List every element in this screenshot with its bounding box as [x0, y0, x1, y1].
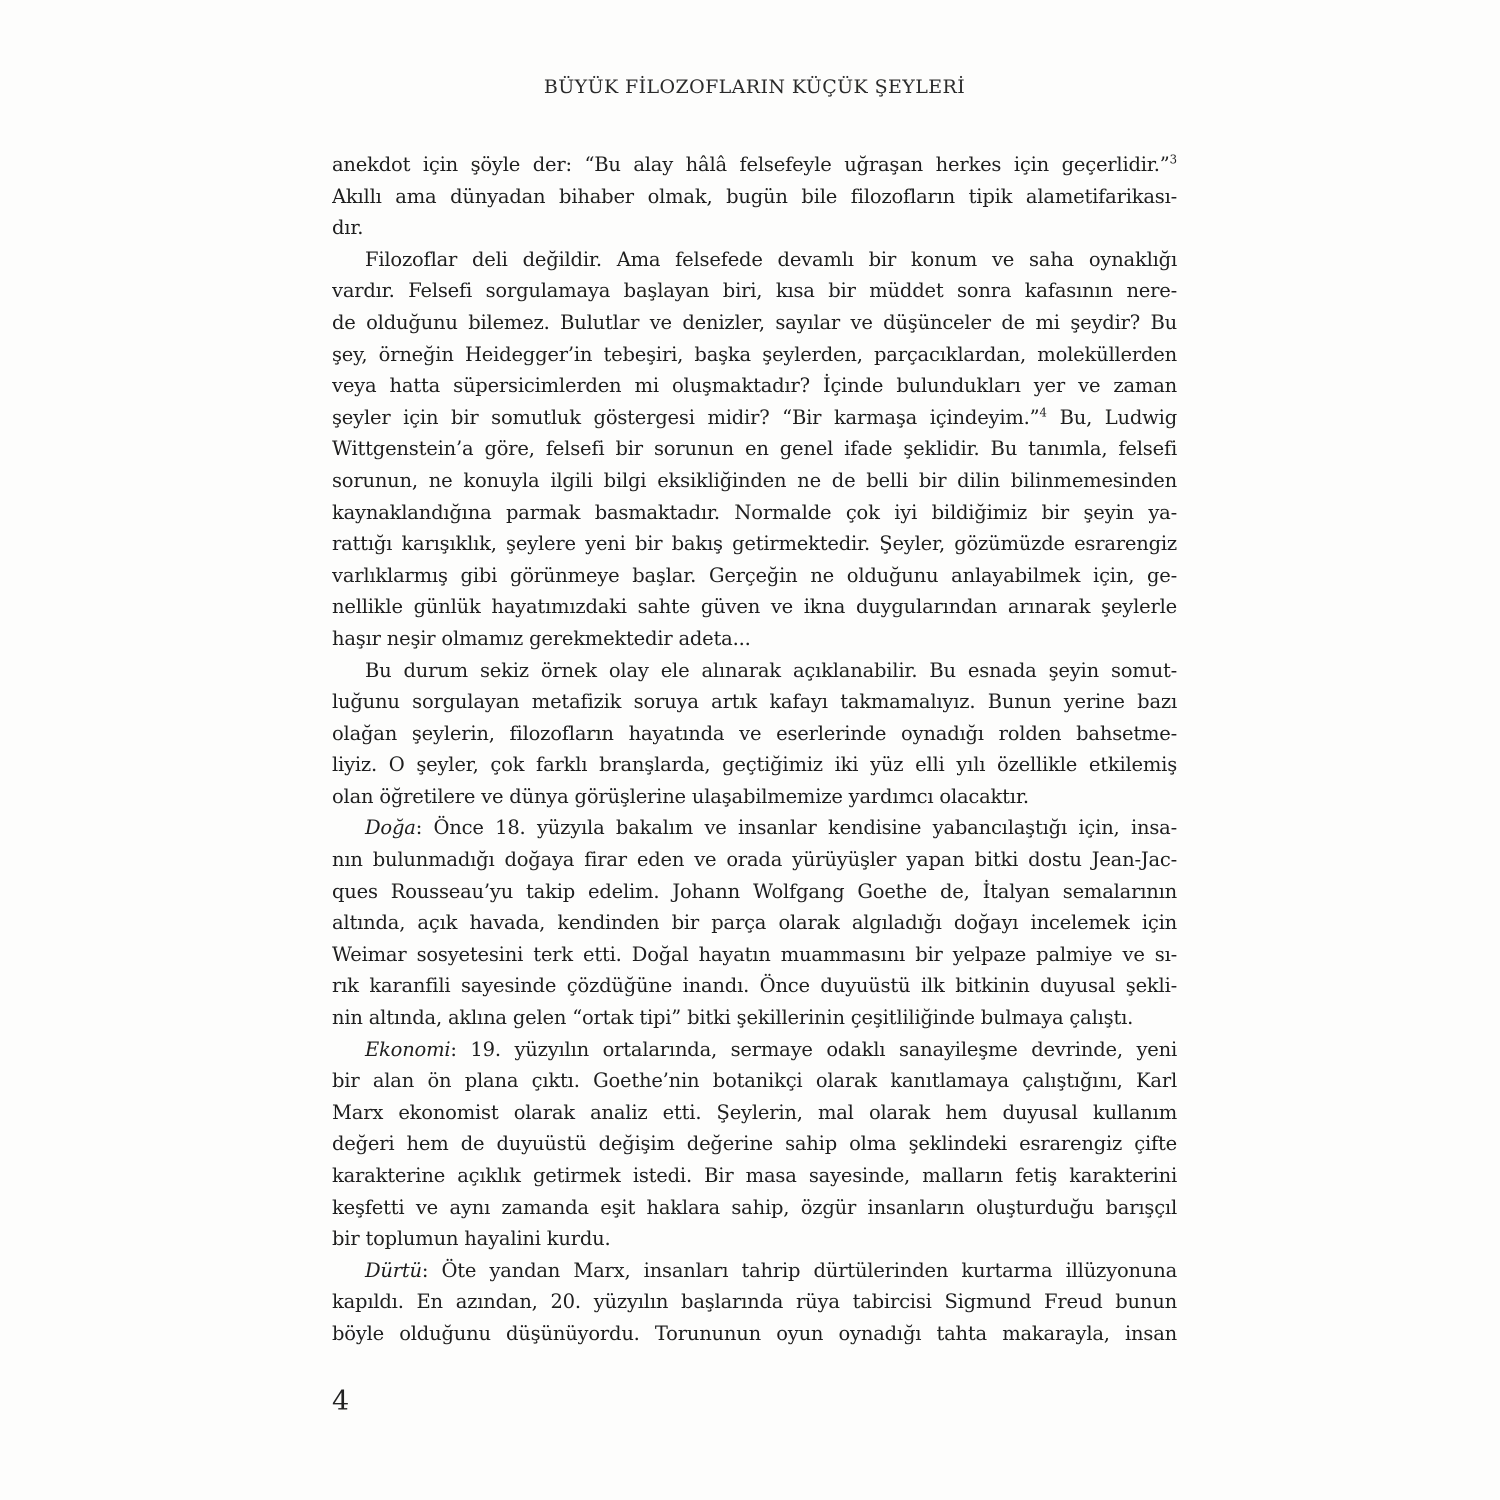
text-run: bir alan ön plana çıktı. Goethe’nin botanikçi olarak kanıtlamaya çalıştığını, Karl: [332, 1069, 1177, 1093]
text-line: [332, 275, 1177, 307]
text-run: Akıllı ama dünyadan bihaber olmak, bugün bile filozofların tipik alametifarikası-: [332, 184, 1177, 208]
text-run: Bu, Ludwig: [1046, 405, 1177, 429]
text-line: [332, 402, 1177, 434]
text-run: şeyler için bir somutluk göstergesi midir? “Bir karmaşa içindeyim.”: [332, 405, 1040, 429]
text-run: şey, örneğin Heidegger’in tebeşiri, başka şeylerden, parçacıklardan, moleküllerden: [332, 342, 1177, 366]
text-line: [332, 1065, 1177, 1097]
text-run: liyiz. O şeyler, çok farklı branşlarda, geçtiğimiz iki yüz elli yılı özellikle etkilemiş: [332, 753, 1177, 777]
text-run: dır.: [332, 216, 364, 240]
text-line: [332, 939, 1177, 971]
text-run: ques Rousseau’yu takip edelim. Johann Wolfgang Goethe de, İtalyan semalarının: [332, 879, 1177, 903]
text-run: bir toplumun hayalini kurdu.: [332, 1227, 611, 1251]
text-line: [332, 812, 1177, 844]
footnote-marker: 4: [1039, 405, 1047, 420]
text-body: [332, 149, 1177, 1350]
text-run: : Öte yandan Marx, insanları tahrip dürtülerinden kurtarma illüzyonuna: [421, 1258, 1177, 1282]
text-line: [332, 1160, 1177, 1192]
text-line: [332, 749, 1177, 781]
text-line: [332, 907, 1177, 939]
text-line: [332, 876, 1177, 908]
text-run: karakterine açıklık getirmek istedi. Bir masa sayesinde, malların fetiş karakterini: [332, 1164, 1177, 1187]
text-run: kapıldı. En azından, 20. yüzyılın başlarında rüya tabircisi Sigmund Freud bunun: [332, 1290, 1177, 1314]
text-run: nin altında, aklına gelen “ortak tipi” bitki şekillerinin çeşitliliğinde bulmaya çalıştı.: [332, 1006, 1134, 1030]
text-line: [332, 181, 1177, 213]
text-line: [332, 528, 1177, 560]
text-run: nellikle günlük hayatımızdaki sahte güven ve ikna duygularından arınarak şeylerle: [332, 595, 1177, 619]
text-line: [332, 591, 1177, 623]
text-line: [332, 844, 1177, 876]
text-line: [332, 623, 1177, 655]
text-line: [332, 1034, 1177, 1066]
text-line: [332, 718, 1177, 750]
text-run: Weimar sosyetesini terk etti. Doğal hayatın muammasını bir yelpaze palmiye ve sı-: [332, 942, 1177, 966]
running-header: BÜYÜK FİLOZOFLARIN KÜÇÜK ŞEYLERİ: [543, 76, 966, 98]
text-run: rık karanfili sayesinde çözdüğüne inandı. Önce duyuüstü ilk bitkinin duyusal şekli-: [332, 974, 1177, 998]
text-line: [332, 465, 1177, 497]
text-line: [332, 560, 1177, 592]
page-number: 4: [332, 1386, 350, 1417]
text-run: Marx ekonomist olarak analiz etti. Şeylerin, mal olarak hem duyusal kullanım: [332, 1100, 1177, 1124]
text-line: [332, 149, 1177, 181]
text-run: : Önce 18. yüzyıla bakalım ve insanlar kendisine yabancılaştığı için, insa-: [415, 816, 1177, 840]
text-run: veya hatta süpersicimlerden mi oluşmaktadır? İçinde bulundukları yer ve zaman: [332, 374, 1177, 398]
text-line: [332, 1128, 1177, 1160]
text-run: kaynaklandığına parmak basmaktadır. Normalde çok iyi bildiğimiz bir şeyin ya-: [332, 500, 1177, 524]
text-line: [332, 970, 1177, 1002]
text-run: de olduğunu bilemez. Bulutlar ve denizler, sayılar ve düşünceler de mi şeydir? Bu: [332, 310, 1177, 334]
text-line: [332, 1286, 1177, 1318]
text-run: böyle olduğunu düşünüyordu. Torununun oyun oynadığı tahta makarayla, insan: [332, 1321, 1177, 1345]
text-line: [332, 1255, 1177, 1287]
text-line: [332, 307, 1177, 339]
text-line: [332, 339, 1177, 371]
text-run: keşfetti ve aynı zamanda eşit haklara sahip, özgür insanların oluşturduğu barışçıl: [332, 1195, 1177, 1219]
text-line: [332, 1223, 1177, 1255]
text-run: olan öğretilere ve dünya görüşlerine ulaşabilmemize yardımcı olacaktır.: [332, 784, 1029, 808]
text-line: [332, 655, 1177, 687]
text-line: [332, 212, 1177, 244]
text-line: [332, 1002, 1177, 1034]
text-line: [332, 370, 1177, 402]
text-run: anekdot için şöyle der: “Bu alay hâlâ felsefeyle uğraşan herkes için geçerlidir.”: [332, 153, 1170, 176]
text-run: haşır neşir olmamız gerekmektedir adeta...: [332, 626, 751, 650]
text-run: altında, açık havada, kendinden bir parça olarak algıladığı doğayı incelemek için: [332, 911, 1177, 935]
text-run: luğunu sorgulayan metafizik soruya artık kafayı takmamalıyız. Bunun yerine bazı: [332, 690, 1177, 714]
text-line: [332, 1318, 1177, 1350]
text-line: [332, 686, 1177, 718]
text-run: Wittgenstein’a göre, felsefi bir sorunun en genel ifade şeklidir. Bu tanımla, felsefi: [332, 437, 1177, 461]
text-line: [332, 433, 1177, 465]
text-run: Bu durum sekiz örnek olay ele alınarak açıklanabilir. Bu esnada şeyin somut-: [365, 658, 1177, 682]
text-run: rattığı karışıklık, şeylere yeni bir bakış getirmektedir. Şeyler, gözümüzde esrarengiz: [332, 532, 1177, 556]
text-run: Filozoflar deli değildir. Ama felsefede devamlı bir konum ve saha oynaklığı: [365, 247, 1177, 271]
text-line: [332, 244, 1177, 276]
text-run: : 19. yüzyılın ortalarında, sermaye odaklı sanayileşme devrinde, yeni: [450, 1037, 1177, 1061]
text-run: varlıklarmış gibi görünmeye başlar. Gerçeğin ne olduğunu anlayabilmek için, ge-: [332, 563, 1177, 587]
text-line: [332, 1097, 1177, 1129]
text-line: [332, 781, 1177, 813]
text-line: [332, 497, 1177, 529]
text-run: nın bulunmadığı doğaya firar eden ve orada yürüyüşler yapan bitki dostu Jean-Jac-: [332, 848, 1177, 872]
emphasis-text: Doğa: [365, 816, 416, 840]
text-run: olağan şeylerin, filozofların hayatında ve eserlerinde oynadığı rolden bahsetme-: [332, 721, 1177, 745]
footnote-marker: 3: [1169, 152, 1177, 167]
text-run: vardır. Felsefi sorgulamaya başlayan biri, kısa bir müddet sonra kafasının nere-: [332, 279, 1177, 303]
text-run: sorunun, ne konuyla ilgili bilgi eksikliğinden ne de belli bir dilin bilinmemesinden: [332, 468, 1177, 492]
emphasis-text: Dürtü: [365, 1258, 422, 1282]
emphasis-text: Ekonomi: [365, 1037, 451, 1061]
text-run: değeri hem de duyuüstü değişim değerine sahip olma şeklindeki esrarengiz çifte: [332, 1132, 1177, 1156]
text-line: [332, 1192, 1177, 1224]
